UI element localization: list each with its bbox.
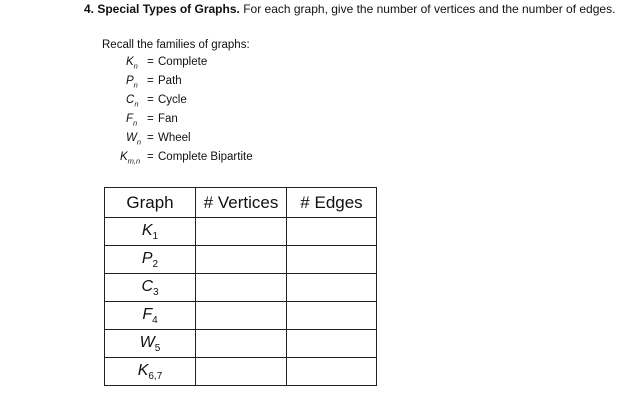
problem-statement <box>84 2 615 16</box>
edges-cell[interactable] <box>287 218 377 246</box>
family-item: $K_n$ = Complete <box>126 56 208 71</box>
family-symbol: $K_{m,n}$ <box>120 151 141 166</box>
family-name: Complete Bipartite <box>158 151 253 163</box>
family-name: Fan <box>158 113 178 125</box>
family-symbol: $F_n$ <box>126 113 138 128</box>
edges-cell[interactable] <box>287 358 377 386</box>
family-symbol: $W_n$ <box>126 132 142 147</box>
table-row <box>105 246 377 274</box>
family-symbol: $C_n$ <box>126 94 139 109</box>
family-name: Cycle <box>158 94 187 106</box>
family-item: $P_n$ = Path <box>126 75 182 90</box>
family-item: $F_n$ = Fan <box>126 113 178 128</box>
edges-cell[interactable] <box>287 274 377 302</box>
vertices-cell[interactable] <box>196 218 287 246</box>
family-item: $C_n$ = Cycle <box>126 94 187 109</box>
family-symbol: $P_n$ <box>126 75 138 90</box>
edges-cell[interactable] <box>287 246 377 274</box>
table-body <box>105 218 377 386</box>
recall-title: Recall the families of graphs: <box>102 39 250 51</box>
header-edges: # Edges <box>287 188 377 218</box>
family-item: $K_{m,n}$ = Complete Bipartite <box>120 151 253 166</box>
family-symbol: $K_n$ <box>126 56 138 71</box>
table-row <box>105 358 377 386</box>
graph-cell: $C_3$ <box>105 274 196 302</box>
graph-cell: $K_{6,7}$ <box>105 358 196 386</box>
vertices-cell[interactable] <box>196 358 287 386</box>
header-graph: Graph <box>105 188 196 218</box>
table-row <box>105 330 377 358</box>
family-name: Complete <box>158 56 208 68</box>
vertices-cell[interactable] <box>196 274 287 302</box>
family-name: Path <box>158 75 182 87</box>
problem-heading: 4. Special Types of Graphs. <box>84 2 240 16</box>
table-row <box>105 218 377 246</box>
family-item: $W_n$ = Wheel <box>126 132 191 147</box>
graph-table <box>104 187 377 386</box>
edges-cell[interactable] <box>287 330 377 358</box>
graph-cell: $K_1$ <box>105 218 196 246</box>
vertices-cell[interactable] <box>196 330 287 358</box>
header-vertices: # Vertices <box>196 188 287 218</box>
vertices-cell[interactable] <box>196 302 287 330</box>
problem-instruction: For each graph, give the number of vertices and the number of edges. <box>243 2 616 16</box>
table-row <box>105 302 377 330</box>
graph-cell: $F_4$ <box>105 302 196 330</box>
table-row <box>105 274 377 302</box>
family-name: Wheel <box>158 132 191 144</box>
table-header-row <box>105 188 377 218</box>
vertices-cell[interactable] <box>196 246 287 274</box>
graph-cell: $W_5$ <box>105 330 196 358</box>
edges-cell[interactable] <box>287 302 377 330</box>
graph-cell: $P_2$ <box>105 246 196 274</box>
